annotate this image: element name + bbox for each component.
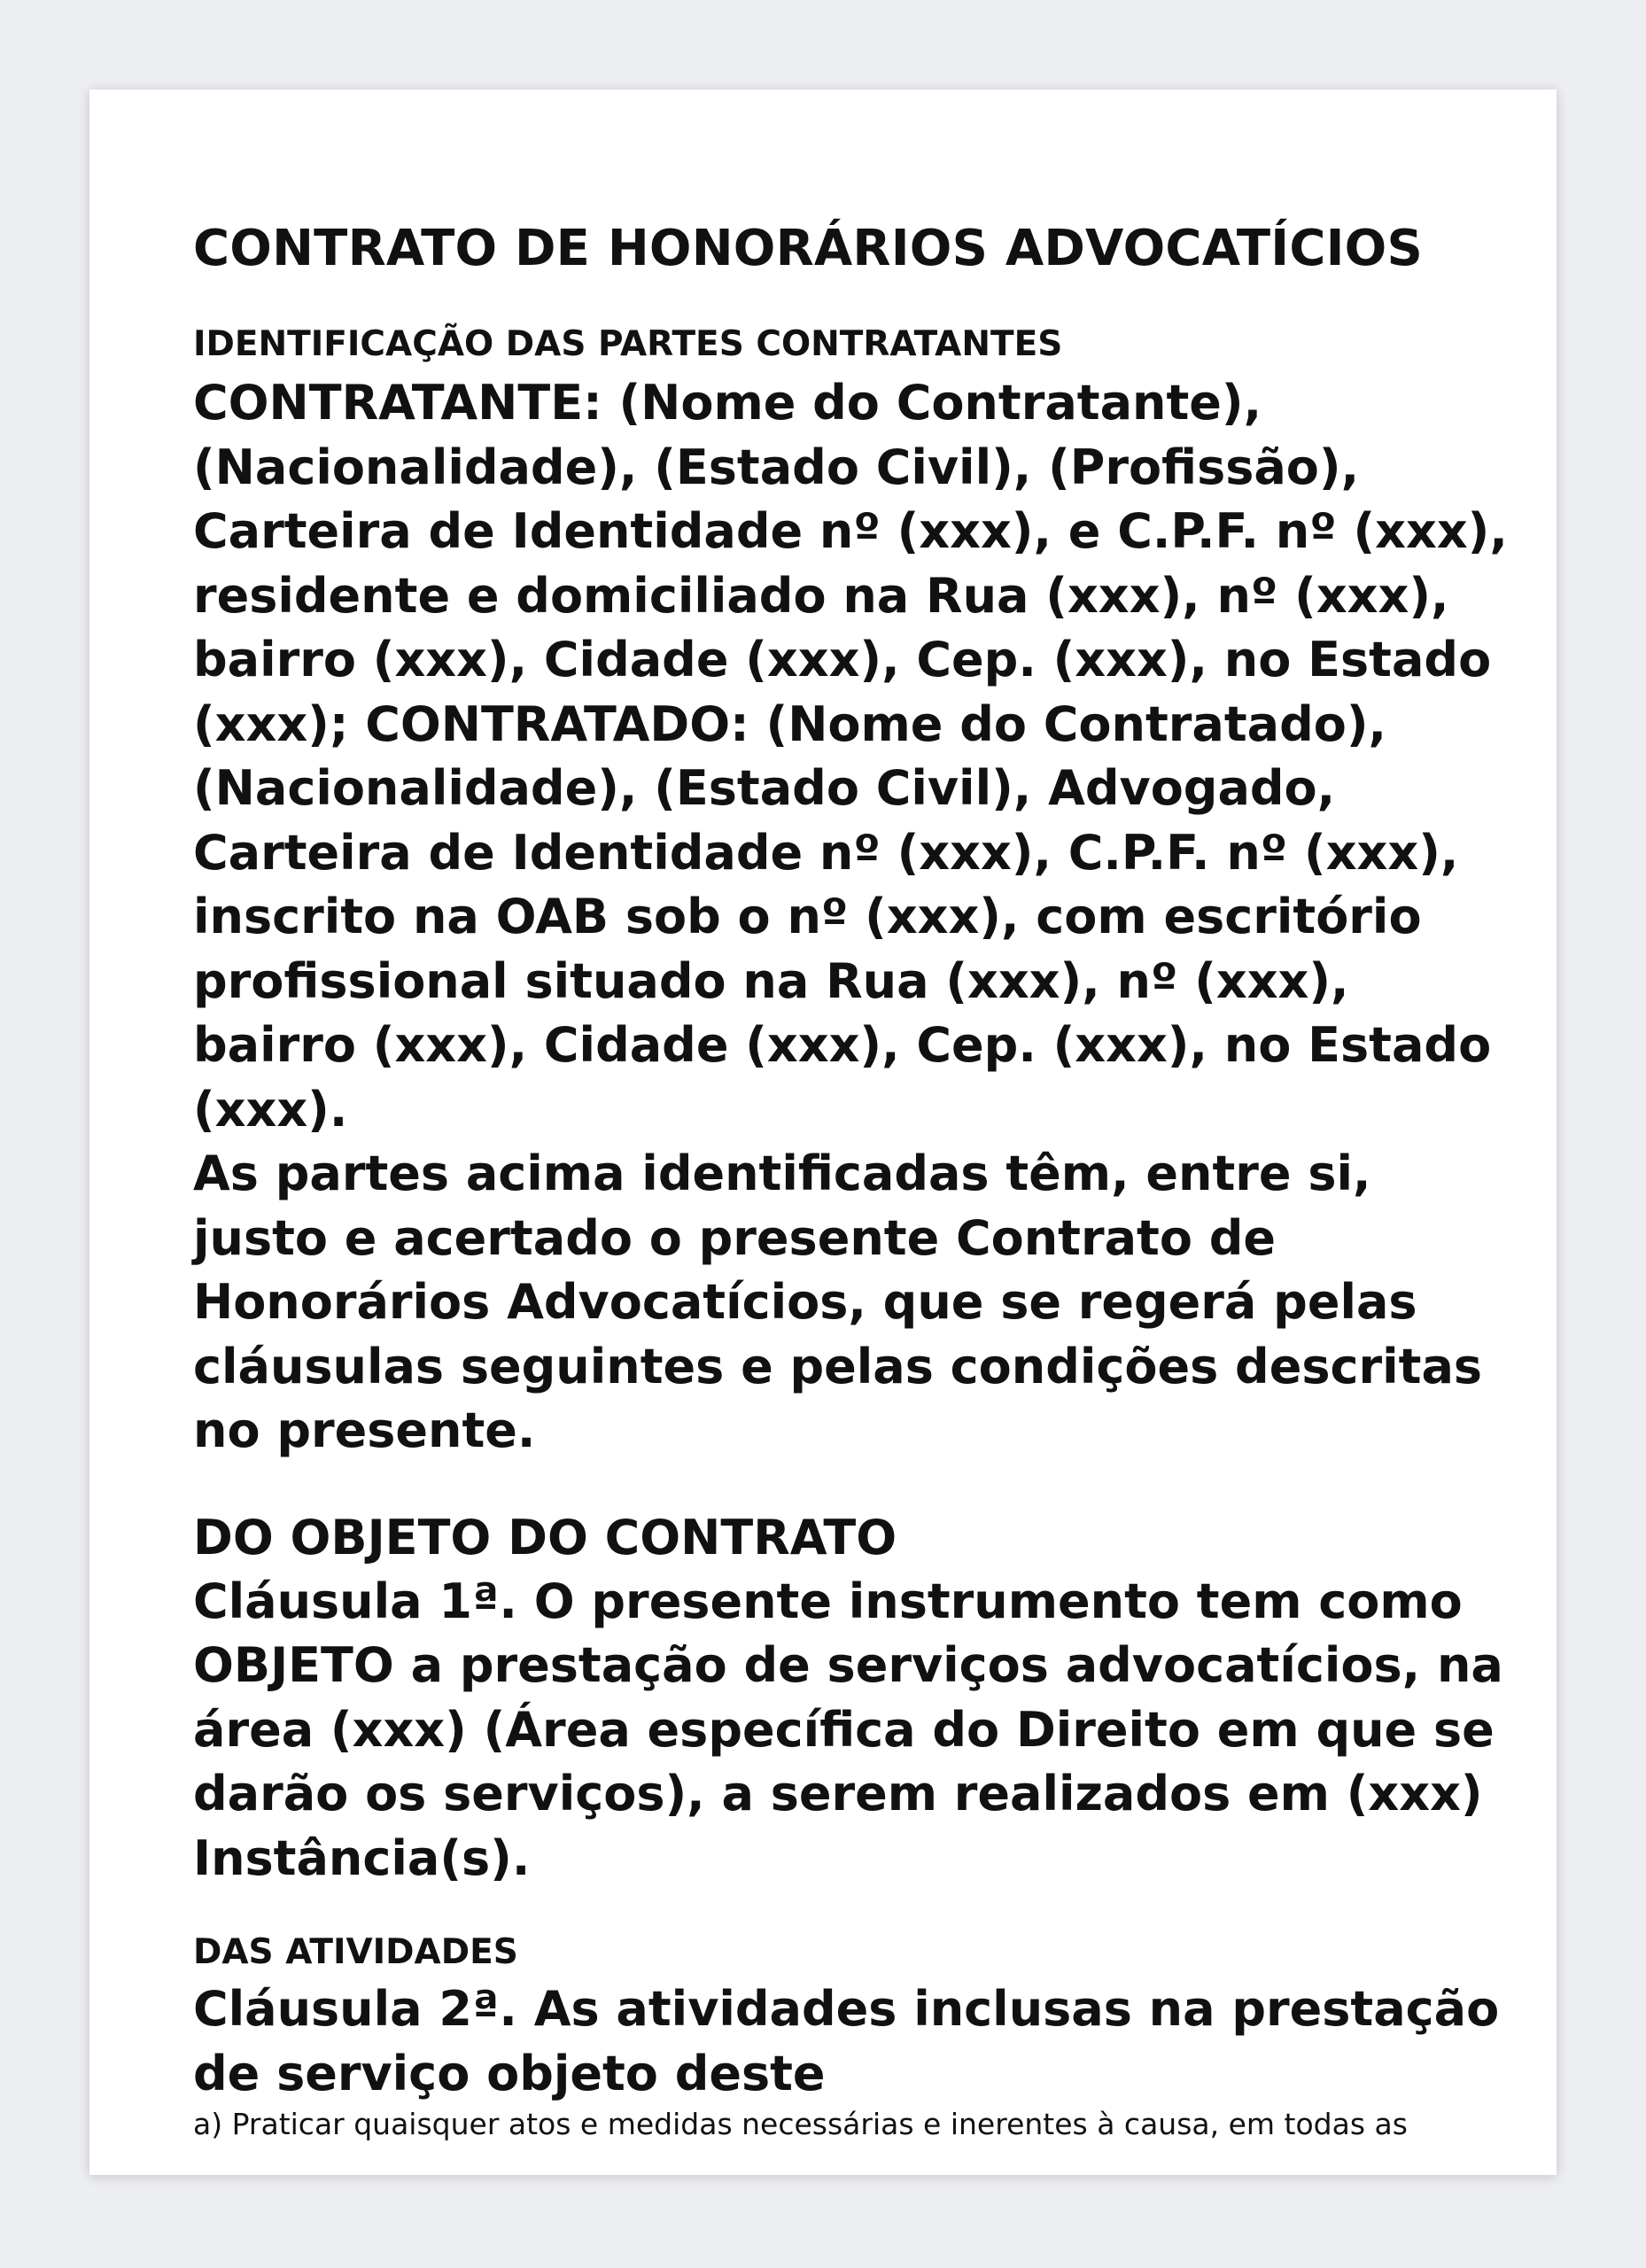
- agreement-paragraph: As partes acima identificadas têm, entre si, justo e acertado o presente Contrato de Honorários Advocatícios, que se regerá pelas cláusulas seguintes e pelas condições descritas no presente.: [193, 1146, 1483, 1458]
- parties-paragraph: CONTRATANTE: (Nome do Contratante), (Nacionalidade), (Estado Civil), (Profissão), Carteira de Identidade nº (xxx), e C.P.F. nº (xxx), residente e domiciliado na Rua (xxx), nº (xxx), bairro (xxx), Cidade (xxx), Cep. (xxx), no Estado (xxx); CONTRATADO: (Nome do Contratado), (Nacionalidade), (Estado Civil), Advogado, Carteira de Identidade nº (xxx), C.P.F. nº (xxx), inscrito na OAB sob o nº (xxx), com escritório profissional situado na Rua (xxx), nº (xxx), bairro (xxx), Cidade (xxx), Cep. (xxx), no Estado (xxx).: [193, 375, 1508, 1138]
- section-heading-identificacao: IDENTIFICAÇÃO DAS PARTES CONTRATANTES: [193, 324, 1063, 364]
- document-content: [193, 218, 1522, 2143]
- section-heading-atividades: DAS ATIVIDADES: [193, 1932, 518, 1972]
- section-heading-objeto: DO OBJETO DO CONTRATO: [193, 1509, 897, 1565]
- clause-2-paragraph: Cláusula 2ª. As atividades inclusas na prestação de serviço objeto deste: [193, 1981, 1500, 2101]
- document-page: [89, 89, 1557, 2175]
- clause-1-paragraph: Cláusula 1ª. O presente instrumento tem como OBJETO a prestação de serviços advocatícios, na área (xxx) (Área específica do Direito em que se darão os serviços), a serem realizados em (xxx) Instância(s).: [193, 1573, 1503, 1886]
- clause-2-item-a: a) Praticar quaisquer atos e medidas necessárias e inerentes à causa, em todas as: [193, 2107, 1408, 2141]
- document-title: CONTRATO DE HONORÁRIOS ADVOCATÍCIOS: [193, 220, 1423, 277]
